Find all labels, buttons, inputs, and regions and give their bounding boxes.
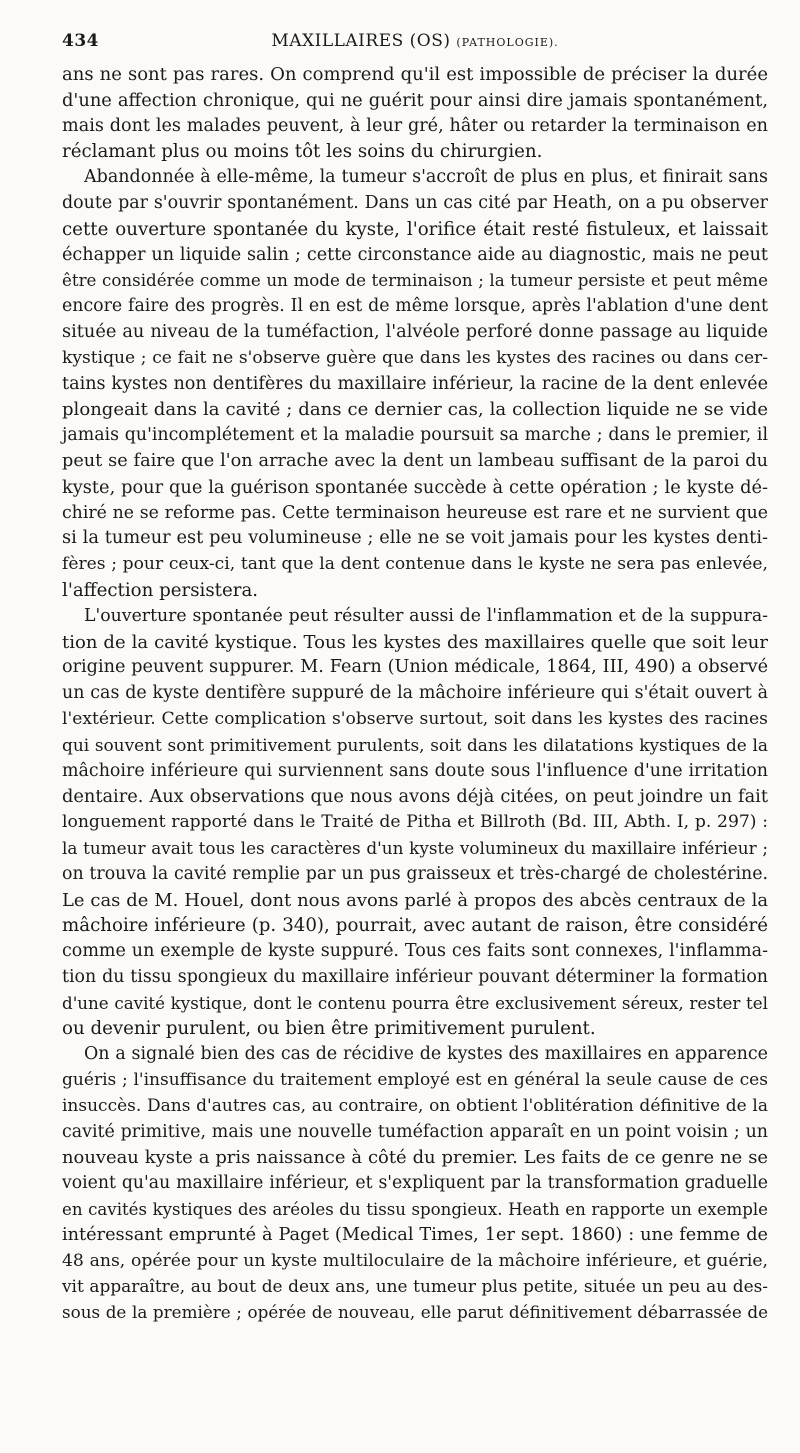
header-title: MAXILLAIRES (OS) [271, 31, 451, 51]
text-line: si la tumeur est peu volumineuse ; elle ne se voit jamais pour les kystes denti- [62, 528, 768, 549]
text-line: sous de la première ; opérée de nouveau, elle parut définitivement débarrassée de [62, 1302, 768, 1323]
text-line: doute par s'ouvrir spontanément. Dans un cas cité par Heath, on a pu observer [62, 192, 768, 213]
text-line: chiré ne se reforme pas. Cette terminaison heureuse est rare et ne survient que [62, 502, 768, 523]
text-line: jamais qu'incomplétement et la maladie poursuit sa marche ; dans le premier, il [62, 425, 768, 446]
text-line: intéressant emprunté à Paget (Medical Times, 1er sept. 1860) : une femme de [62, 1224, 768, 1245]
text-line: kystique ; ce fait ne s'observe guère que dans les kystes des racines ou dans cer- [62, 347, 768, 368]
text-line: cette ouverture spontanée du kyste, l'orifice était resté fistuleux, et laissait [62, 218, 768, 240]
text-line: peut se faire que l'on arrache avec la dent un lambeau suffisant de la paroi du [62, 450, 768, 471]
text-line: ou devenir purulent, ou bien être primitivement purulent. [62, 1018, 596, 1040]
text-line: tion de la cavité kystique. Tous les kystes des maxillaires quelle que soit leur [62, 631, 768, 653]
document-page [62, 28, 768, 1326]
text-line: mâchoire inférieure qui surviennent sans doute sous l'influence d'une irritation [62, 760, 768, 781]
paragraph-1 [62, 62, 768, 165]
text-line: voient qu'au maxillaire inférieur, et s'expliquent par la transformation graduelle [62, 1173, 768, 1194]
text-line: guéris ; l'insuffisance du traitement employé est en général la seule cause de ces [62, 1070, 768, 1091]
paragraph-3 [62, 604, 768, 1043]
text-line: plongeait dans la cavité ; dans ce dernier cas, la collection liquide ne se vide [62, 399, 768, 421]
text-line: ans ne sont pas rares. On comprend qu'il est impossible de préciser la durée [62, 64, 768, 85]
text-line: insuccès. Dans d'autres cas, au contraire, on obtient l'oblitération définitive de la [62, 1095, 768, 1116]
text-line: l'affection persistera. [62, 579, 259, 601]
text-line: qui souvent sont primitivement purulents, soit dans les dilatations kystiques de la [62, 734, 768, 755]
header-subtitle: (PATHOLOGIE). [456, 36, 559, 49]
text-line: située au niveau de la tuméfaction, l'alvéole perforé donne passage au liquide [62, 321, 768, 342]
body-text [62, 62, 768, 1326]
text-line: d'une affection chronique, qui ne guérit pour ainsi dire jamais spontanément, [62, 89, 768, 111]
text-line: On a signalé bien des cas de récidive de kystes des maxillaires en apparence [84, 1044, 768, 1065]
text-line: la tumeur avait tous les caractères d'un kyste volumineux du maxillaire inférieur ; [62, 837, 768, 858]
running-header [62, 28, 768, 54]
text-line: l'extérieur. Cette complication s'observe surtout, soit dans les kystes des racines [62, 708, 768, 729]
text-line: échapper un liquide salin ; cette circonstance aide au diagnostic, mais ne peut [62, 244, 768, 265]
text-line: être considérée comme un mode de terminaison ; la tumeur persiste et peut même [62, 271, 768, 291]
text-line: on trouva la cavité remplie par un pus graisseux et très-chargé de cholestérine. [62, 863, 768, 884]
paragraph-4 [62, 1042, 768, 1326]
text-line: comme un exemple de kyste suppuré. Tous ces faits sont connexes, l'inflamma- [62, 941, 768, 962]
text-line: Abandonnée à elle-même, la tumeur s'accroît de plus en plus, et finirait sans [84, 167, 768, 188]
text-line: dentaire. Aux observations que nous avons déjà citées, on peut joindre un fait [62, 786, 768, 808]
text-line: Le cas de M. Houel, dont nous avons parlé à propos des abcès centraux de la [62, 889, 768, 911]
text-line: L'ouverture spontanée peut résulter aussi de l'inflammation et de la suppura- [84, 605, 768, 626]
text-line: en cavités kystiques des aréoles du tissu spongieux. Heath en rapporte un exemple [62, 1200, 768, 1220]
text-line: origine peuvent suppurer. M. Fearn (Union médicale, 1864, III, 490) a observé [62, 657, 768, 678]
text-line: encore faire des progrès. Il en est de même lorsque, après l'ablation d'une dent [62, 296, 768, 317]
text-line: vit apparaître, au bout de deux ans, une tumeur plus petite, située un peu au des- [62, 1276, 768, 1297]
text-line: nouveau kyste a pris naissance à côté du premier. Les faits de ce genre ne se [62, 1147, 768, 1169]
text-line: 48 ans, opérée pour un kyste multiloculaire de la mâchoire inférieure, et guérie, [62, 1250, 768, 1271]
text-line: mais dont les malades peuvent, à leur gré, hâter ou retarder la terminaison en [62, 115, 768, 136]
text-line: un cas de kyste dentifère suppuré de la mâchoire inférieure qui s'était ouvert à [62, 683, 768, 704]
text-line: cavité primitive, mais une nouvelle tuméfaction apparaît en un point voisin ; un [62, 1121, 768, 1142]
paragraph-2 [62, 165, 768, 604]
text-line: d'une cavité kystique, dont le contenu pourra être exclusivement séreux, rester tel [62, 992, 768, 1013]
text-line: réclamant plus ou moins tôt les soins du chirurgien. [62, 141, 543, 163]
text-line: mâchoire inférieure (p. 340), pourrait, avec autant de raison, être considéré [62, 915, 768, 937]
page-number: 434 [62, 31, 99, 51]
running-title [62, 28, 768, 56]
text-line: fères ; pour ceux-ci, tant que la dent contenue dans le kyste ne sera pas enlevée, [62, 554, 768, 575]
text-line: kyste, pour que la guérison spontanée succède à cette opération ; le kyste dé- [62, 476, 768, 498]
text-line: longuement rapporté dans le Traité de Pitha et Billroth (Bd. III, Abth. I, p. 297) : [62, 812, 768, 833]
text-line: tains kystes non dentifères du maxillaire inférieur, la racine de la dent enlevée [62, 373, 768, 394]
text-line: tion du tissu spongieux du maxillaire inférieur pouvant déterminer la formation [62, 966, 768, 987]
